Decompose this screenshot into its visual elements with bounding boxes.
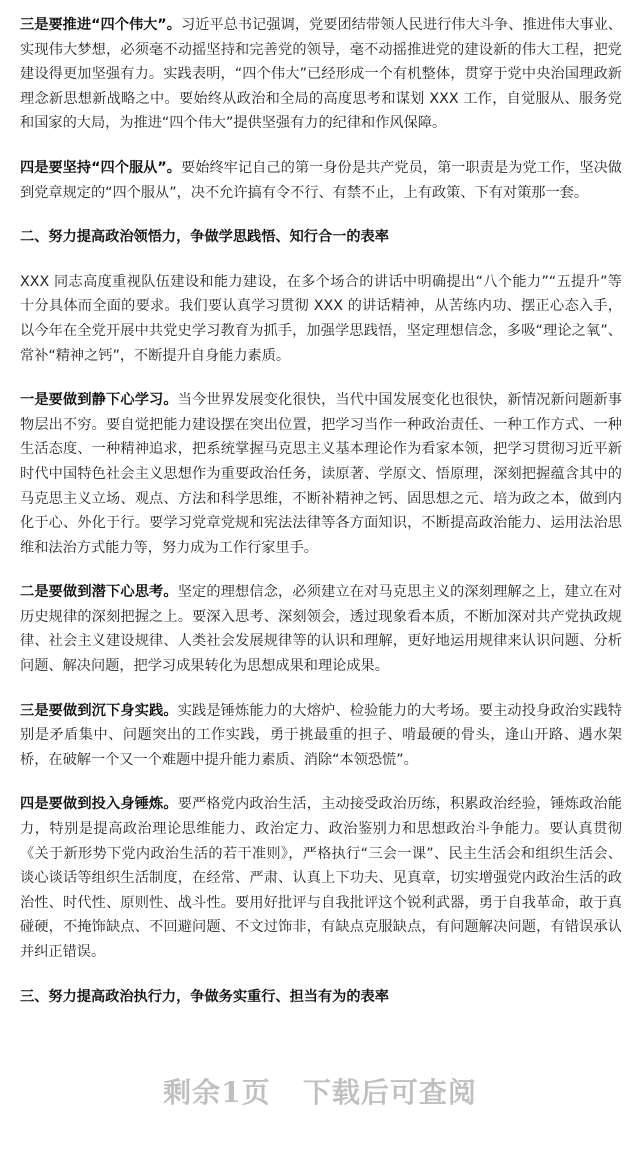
section-heading-three: 三、努力提高政治执行力，争做务实重行、担当有为的表率 — [20, 988, 389, 1005]
paragraph-temper — [20, 792, 622, 964]
paragraph-ability-building: XXX 同志高度重视队伍建设和能力建设，在多个场合的讲话中明确提出“八个能力”“五提升”等十分具体而全面的要求。我们要认真学习贯彻 XXX 的讲话精神，从苦练内功、摆正心态入手，以今年在全党开展中共党史学习教育为抓手，加强学思践悟，坚定理想信念，多吸“理论之氧”、常补“精神之钙”，不断提升自身能力素质。 — [20, 273, 622, 364]
paragraph-study — [20, 388, 622, 560]
paragraph-text: 习近平总书记强调，党要团结带领人民进行伟大斗争、推进伟大事业、实现伟大梦想，必须毫不动摇坚持和完善党的领导，毫不动摇推进党的建设新的伟大工程，把党建设得更加坚强有力。实践表明，“四个伟大”已经形成一个有机整体，贯穿于党中央治国理政新理念新思想新战略之中。要始终从政治和全局的高度思考和谋划 XXX 工作，自觉服从、服务党和国家的大局，为推进“四个伟大”提供坚强有力的纪律和作风保障。 — [20, 17, 622, 132]
paragraph-think — [20, 580, 622, 678]
paragraph-lead: 四是要坚持“四个服从”。 — [20, 159, 181, 176]
paragraph-lead: 四是要做到投入身锤炼。 — [20, 796, 178, 813]
paragraph-lead: 二是要做到潜下心思考。 — [20, 584, 178, 601]
paragraph-practice — [20, 699, 622, 773]
paragraph-lead: 一是要做到静下心学习。 — [20, 392, 178, 409]
paragraph-lead: 三是要推进“四个伟大”。 — [20, 17, 181, 33]
paragraph-text: 要严格党内政治生活，主动接受政治历练，积累政治经验，锤炼政治能 力，特别是提高政治理论思维能力、政治定力、政治鉴别力和思想政治斗争能力。要认真贯彻《关于新形势下党内政治生活的若干准则》，严格执行“三会一课”、民主生活会和组织生活会、谈心谈话等组织生活制度，在经常、严肃、认真上下功夫、见真章，切实增强党内政治生活的政治性、时代性、原则性、战斗性。要用好批评与自我批评这个锐利武器，勇于自我革命，敢于真碰硬，不掩饰缺点、不回避问题、不文过饰非，有缺点克服缺点，有问题解决问题，有错误承认并纠正错误。 — [20, 796, 622, 960]
section-heading-two: 二、努力提高政治领悟力，争做学思践悟、知行合一的表率 — [20, 229, 389, 246]
paragraph-four-obeys — [20, 156, 622, 205]
paragraph-four-greats — [20, 13, 622, 136]
paragraph-text: 当今世界发展变化很快，当代中国发展变化也很快，新情况新问题新事物层出不穷。要自觉把能力建设摆在突出位置，把学习当作一种政治责任、一种工作方式、一种生活态度、一种精神追求，把系统掌握马克思主义基本理论作为看家本领，把学习贯彻习近平新时代中国特色社会主义思想作为重要政治任务，读原著、学原文、悟原理，深刻把握蕴含其中的马克思主义立场、观点、方法和科学思维，不断补精神之钙、固思想之元、培为政之本，做到内化于心、外化于行。要学习党章党规和宪法法律等各方面知识，不断提高政治能力、运用法治思维和法治方式能力等，努力成为工作行家里手。 — [20, 392, 622, 556]
remaining-pages-banner[interactable]: 剩余1页 下载后可查阅 — [163, 1076, 477, 1109]
paragraph-text: 要始终牢记自己的第一身份是共产党员，第一职责是为党工作，坚决做到党章规定的“四个服从”，决不允许搞有令不行、有禁不止，上有政策、下有对策那一套。 — [20, 159, 622, 201]
paragraph-text: 坚定的理想信念，必须建立在对马克思主义的深刻理解之上，建立在对历史规律的深刻把握之上。要深入思考、深刻领会，透过现象看本质，不断加深对共产党执政规律、社会主义建设规律、人类社会发展规律等的认识和理解，更好地运用规律来认识问题、分析问题、解决问题，把学习成果转化为思想成果和理论成果。 — [20, 584, 622, 675]
document-body — [20, 13, 622, 1029]
paragraph-text: 实践是锤炼能力的大熔炉、检验能力的大考场。要主动投身政治实践特别是矛盾集中、问题突出的工作实践，勇于挑最重的担子、啃最硬的骨头，逢山开路、遇水架桥，在破解一个又一个难题中提升能力素质、消除“本领恐慌”。 — [20, 702, 622, 768]
paragraph-lead: 三是要做到沉下身实践。 — [20, 702, 178, 719]
